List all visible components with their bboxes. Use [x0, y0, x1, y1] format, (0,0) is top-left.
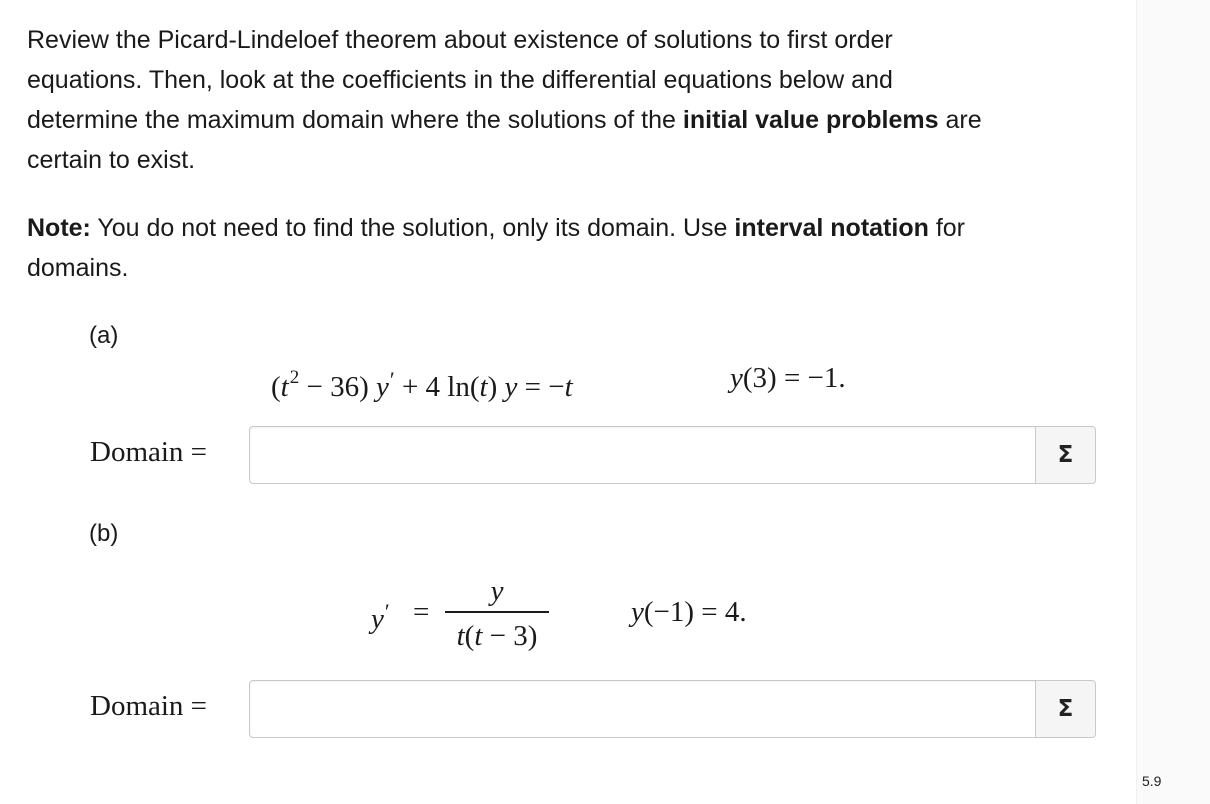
note-line-2: domains. [27, 254, 129, 282]
part-b-lhs: y′ [371, 599, 390, 635]
part-b-domain-answer-box [249, 680, 1096, 738]
part-b-label: (b) [89, 520, 119, 547]
part-b-equation-editor-button[interactable] [1035, 681, 1095, 737]
intro-line-4: certain to exist. [27, 146, 196, 174]
version-label: 5.9 [1142, 773, 1162, 789]
part-a-equation-editor-button[interactable] [1035, 427, 1095, 483]
note-label: Note: [27, 214, 91, 242]
part-a-label: (a) [89, 322, 119, 349]
right-margin [1136, 0, 1210, 804]
part-b-fraction-bar [445, 611, 549, 613]
part-a-domain-label: Domain = [90, 436, 208, 468]
part-b-denominator: t(t − 3) [456, 620, 538, 652]
part-a-domain-answer-box [249, 426, 1096, 484]
part-a-initial-condition: y(3) = −1. [730, 362, 846, 394]
note-text-pre: You do not need to find the solution, only its domain. Use [97, 214, 728, 242]
intro-line-1: Review the Picard-Lindeloef theorem about existence of solutions to first order [27, 26, 893, 54]
initial-value-problems-bold: initial value problems [682, 106, 939, 134]
intro-line-2: equations. Then, look at the coefficients in the differential equations below and [27, 66, 893, 94]
note-text-post: for [935, 214, 966, 242]
part-a-equation: $(t^2 - 36) y' + 4$ ln(t) y = −t [271, 367, 573, 403]
part-b-domain-input[interactable] [254, 685, 1036, 735]
interval-notation-bold: interval notation [734, 214, 929, 242]
part-a-domain-input[interactable] [254, 431, 1036, 481]
part-b-domain-label: Domain = [90, 690, 208, 722]
note-line-1 [27, 208, 965, 248]
part-b-numerator: y [490, 575, 504, 607]
intro-line-3-post: are [945, 106, 982, 134]
intro-paragraph [27, 20, 982, 180]
intro-line-3 [27, 100, 982, 140]
sigma-icon: Σ [1057, 442, 1074, 468]
part-b-initial-condition: y(−1) = 4. [631, 596, 747, 628]
sigma-icon: Σ [1057, 696, 1074, 722]
note-paragraph [27, 208, 965, 288]
intro-line-3-pre: determine the maximum domain where the solutions of the [27, 106, 676, 134]
part-b-equals: = [413, 596, 430, 628]
